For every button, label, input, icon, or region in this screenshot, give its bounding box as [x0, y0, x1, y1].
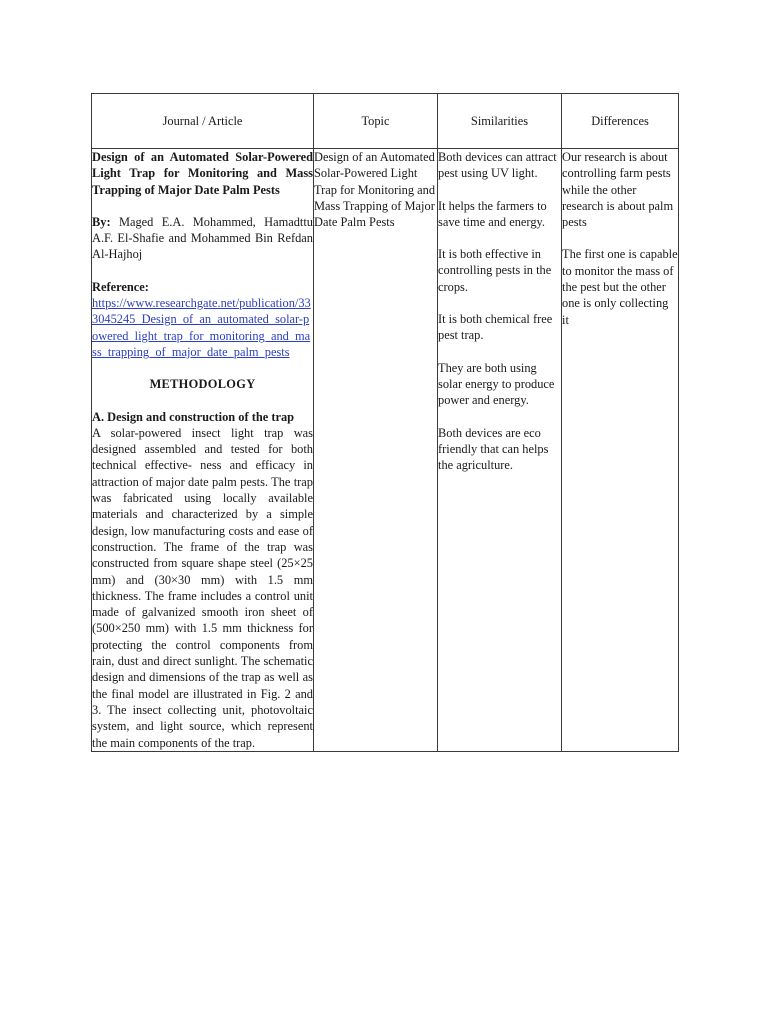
similarity-item: They are both using solar energy to produce power and energy. [438, 360, 555, 408]
table-row [92, 149, 679, 752]
reference-link[interactable]: https://www.researchgate.net/publication/333045245_Design_of_an_automated_solar-powered_light_trap_for_monitoring_and_mass_trapping_of_major_date_palm_pests [92, 296, 311, 359]
similarity-item: Both devices can attract pest using UV light. [438, 150, 557, 181]
subsection-heading: A. Design and construction of the trap [92, 409, 295, 424]
authors: Maged E.A. Mohammed, Hamadttu A.F. El-Shafie and Mohammed Bin Refdan Al-Hajhoj [92, 214, 313, 262]
similarity-item: It is both chemical free pest trap. [438, 312, 553, 343]
methodology-body: A solar-powered insect light trap was designed assembled and tested for both technical effective- ness and efficacy in attraction of major date palm pests. The trap was fabricated using locally available materials and characterized by a simple design, low manufacturing costs and ease of construction. The frame of the trap was constructed from square shape steel (25×25 mm) and (30×30 mm) with 1.5 mm thickness. The frame includes a control unit made of galvanized smooth iron sheet of (500×250 mm) with 1.5 mm thickness for protecting the control components from rain, dust and direct sunlight. The schematic design and dimensions of the trap as well as the final model are illustrated in Fig. 2 and 3. The insect collecting unit, photovoltaic system, and light source, which represent the main components of the trap. [92, 425, 313, 750]
topic-cell [314, 149, 438, 752]
reference-label: Reference: [92, 279, 149, 294]
header-similarities: Similarities [438, 94, 562, 149]
table-header-row [92, 94, 679, 149]
similarity-item: It helps the farmers to save time and energy. [438, 198, 547, 229]
differences-cell [562, 149, 679, 752]
difference-item: The first one is capable to monitor the mass of the pest but the other one is only collecting it [562, 247, 678, 327]
article-cell [92, 149, 314, 752]
similarities-cell [438, 149, 562, 752]
similarity-item: It is both effective in controlling pests in the crops. [438, 247, 552, 294]
similarity-item: Both devices are eco friendly that can helps the agriculture. [438, 425, 549, 473]
header-topic: Topic [314, 94, 438, 149]
article-title: Design of an Automated Solar-Powered Light Trap for Monitoring and Mass Trapping of Major Date Palm Pests [92, 150, 313, 197]
header-journal-article: Journal / Article [92, 94, 314, 149]
topic-text: Design of an Automated Solar-Powered Light Trap for Monitoring and Mass Trapping of Major Date Palm Pests [314, 150, 436, 230]
difference-item: Our research is about controlling farm pests while the other research is about palm pests [562, 150, 674, 230]
by-label: By: [92, 214, 111, 229]
comparison-table [91, 93, 679, 752]
methodology-heading: METHODOLOGY [149, 377, 256, 392]
header-differences: Differences [562, 94, 679, 149]
byline [92, 214, 313, 263]
